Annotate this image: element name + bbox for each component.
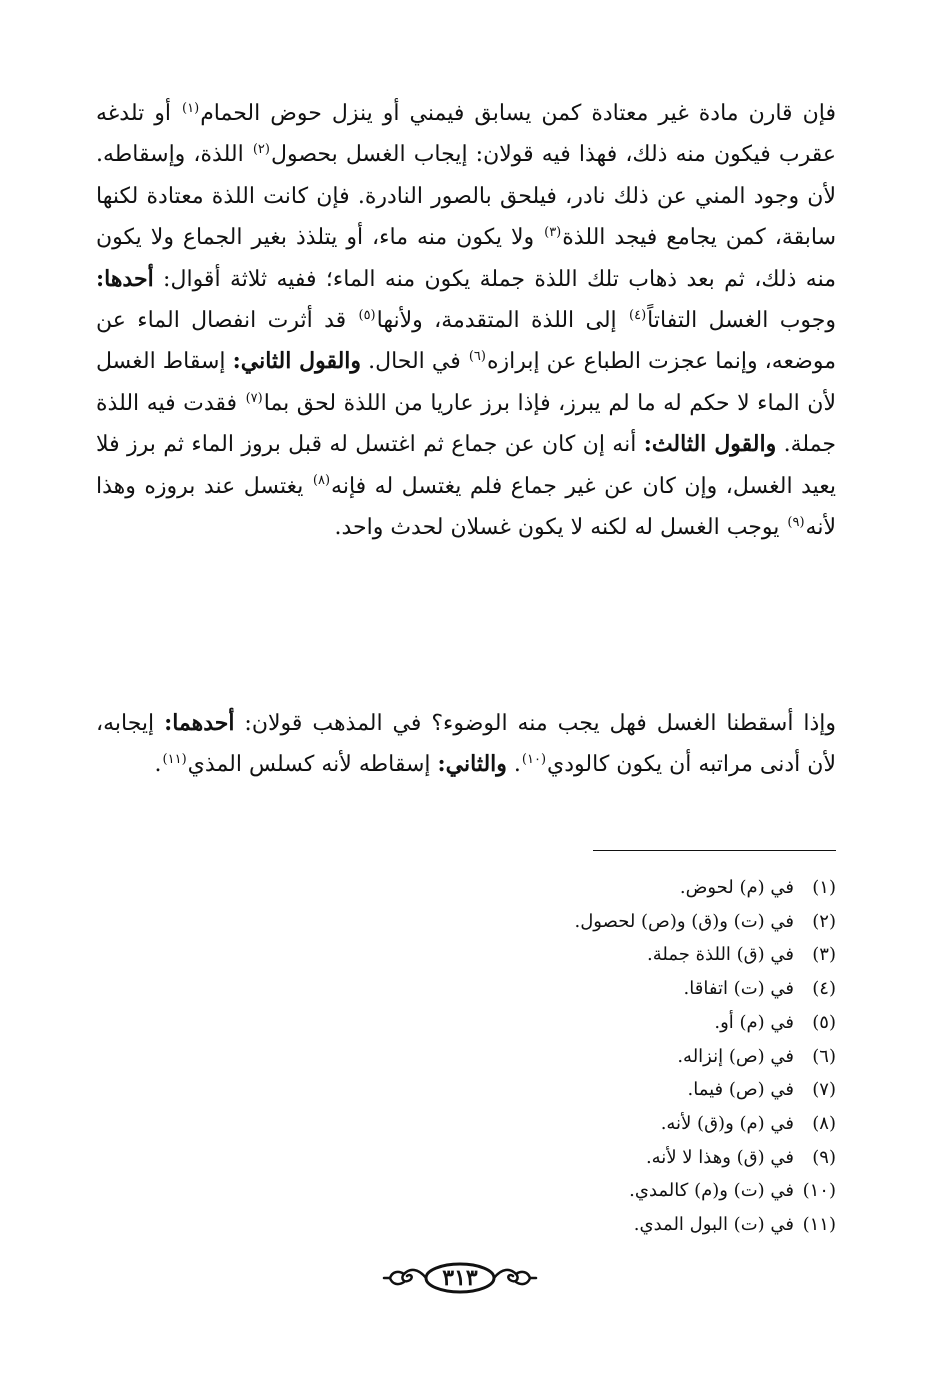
footnote-item xyxy=(236,938,836,972)
para1-text-13: يوجب الغسل له لكنه لا يكون غسلان لحدث واحد. xyxy=(334,515,787,541)
page-number: ٣١٣ xyxy=(442,1265,478,1291)
bold-first-view: أحدهما: xyxy=(164,710,235,736)
footnote-item xyxy=(236,1141,836,1175)
para2-text-3: . xyxy=(506,752,521,778)
footnote-ref-3: (٣) xyxy=(544,224,562,240)
para2-text-2: إيجابه، لأن أدنى مراتبه أن يكون كالودي xyxy=(96,711,836,778)
footnote-item xyxy=(236,905,836,939)
para1-text-8: في الحال. xyxy=(361,349,468,375)
footnote-item xyxy=(236,1208,836,1242)
footnote-ref-1: (١) xyxy=(182,100,200,116)
footnote-ref-2: (٢) xyxy=(252,142,270,158)
footnotes-list xyxy=(236,871,836,1242)
footnote-text: في (م) و(ق) لأنه. xyxy=(660,1112,794,1134)
footnote-text: في (م) لحوض. xyxy=(679,877,794,898)
footnote-text: في (م) أو. xyxy=(714,1011,794,1033)
footnote-item xyxy=(236,1006,836,1040)
footnote-item xyxy=(236,1073,836,1107)
footnote-item xyxy=(236,871,836,905)
footnote-ref-10: (١٠) xyxy=(521,752,547,768)
para1-text-3: اللذة، وإسقاطه. لأن وجود المني عن ذلك نادر، فيلحق بالصور النادرة. فإن كانت اللذة معتادة لكنها سابقة، كمن يجامع فيجد اللذة xyxy=(96,142,836,251)
footnote-text: في (ت) و(ق) و(ص) لحصول. xyxy=(574,910,794,932)
footnote-ref-6: (٦) xyxy=(468,349,486,365)
para1-text-7: قد أثرت انفصال الماء عن موضعه، وإنما عجزت الطباع عن إبرازه xyxy=(96,308,836,375)
footnote-ref-11: (١١) xyxy=(162,752,187,768)
para2-text-4: إسقاطه لأنه كسلس المذي xyxy=(187,752,438,778)
footnote-number: (٢) xyxy=(812,910,836,932)
footnote-ref-7: (٧) xyxy=(245,390,263,406)
para2-text-5: . xyxy=(154,752,162,778)
para1-text-2: أو تلدغه عقرب فيكون منه ذلك، فهذا فيه قولان: إيجاب الغسل بحصول xyxy=(96,101,837,168)
para2-text-1: وإذا أسقطنا الغسل فهل يجب منه الوضوء؟ في المذهب قولان: xyxy=(234,711,836,736)
footnote-number: (٥) xyxy=(812,1011,836,1033)
footnote-ref-8: (٨) xyxy=(312,473,331,489)
footnote-text: في (ق) وهذا لا لأنه. xyxy=(645,1146,794,1168)
footnote-number: (١٠) xyxy=(802,1180,836,1202)
footnote-ref-5: (٥) xyxy=(358,307,376,323)
footnote-text: في (ص) فيما. xyxy=(687,1079,794,1101)
footnote-text: في (ت) البول المدي. xyxy=(633,1214,794,1236)
para1-text-12: يغتسل عند بروزه وهذا لأنه xyxy=(96,473,836,541)
footnote-number: (١١) xyxy=(802,1214,836,1236)
para1-text-5: وجوب الغسل التفاتاً xyxy=(647,308,836,334)
footnote-text: في (ت) اتفاقا. xyxy=(683,978,794,1000)
footnote-number: (٩) xyxy=(812,1146,836,1168)
main-paragraph-1 xyxy=(96,93,836,548)
footnote-number: (٣) xyxy=(812,944,836,966)
footnote-separator xyxy=(593,850,836,851)
footnote-number: (٤) xyxy=(812,978,836,1000)
footnote-item xyxy=(236,1040,836,1074)
para1-text-11: أنه إن كان عن جماع ثم اغتسل له قبل بروز الماء ثم برز فلا يعيد الغسل، وإن كان عن غير جماع فلم يغتسل له فإنه xyxy=(96,432,836,499)
footnote-number: (٨) xyxy=(812,1112,836,1134)
footnote-text: في (ص) إنزاله. xyxy=(677,1045,794,1067)
footnote-number: (٧) xyxy=(812,1079,836,1101)
para1-text-4: ولا يكون منه ماء، أو يتلذذ بغير الجماع ولا يكون منه ذلك، ثم بعد ذهاب تلك اللذة جملة يكون منه الماء؛ ففيه ثلاثة أقوال: xyxy=(96,225,836,292)
main-paragraph-2 xyxy=(96,703,836,786)
bold-first-opinion: أحدها: xyxy=(96,265,154,292)
para1-text-1: فإن قارن مادة غير معتادة كمن يسابق فيمني أو ينزل حوض الحمام xyxy=(200,101,836,126)
footnote-text: في (ت) و(م) كالمدي. xyxy=(629,1180,794,1202)
footnote-number: (١) xyxy=(812,877,836,898)
footnote-item xyxy=(236,972,836,1006)
para1-text-10: فقدت فيه اللذة جملة. xyxy=(96,390,836,458)
para1-text-6: إلى اللذة المتقدمة، ولأنها xyxy=(376,308,629,334)
footnote-ref-9: (٩) xyxy=(787,514,805,530)
bold-third-opinion: والقول الثالث: xyxy=(643,431,777,458)
bold-second-view: والثاني: xyxy=(437,751,507,778)
footnote-number: (٦) xyxy=(812,1045,836,1067)
para1-text-9: إسقاط الغسل لأن الماء لا حكم له ما لم يبرز، فإذا برز عاريا من اللذة لحق بما xyxy=(96,349,836,416)
footnote-item xyxy=(236,1107,836,1141)
footnote-ref-4: (٤) xyxy=(629,307,647,323)
footnote-text: في (ق) اللذة جملة. xyxy=(647,944,794,966)
footnote-item xyxy=(236,1174,836,1208)
bold-second-opinion: والقول الثاني: xyxy=(232,348,362,375)
